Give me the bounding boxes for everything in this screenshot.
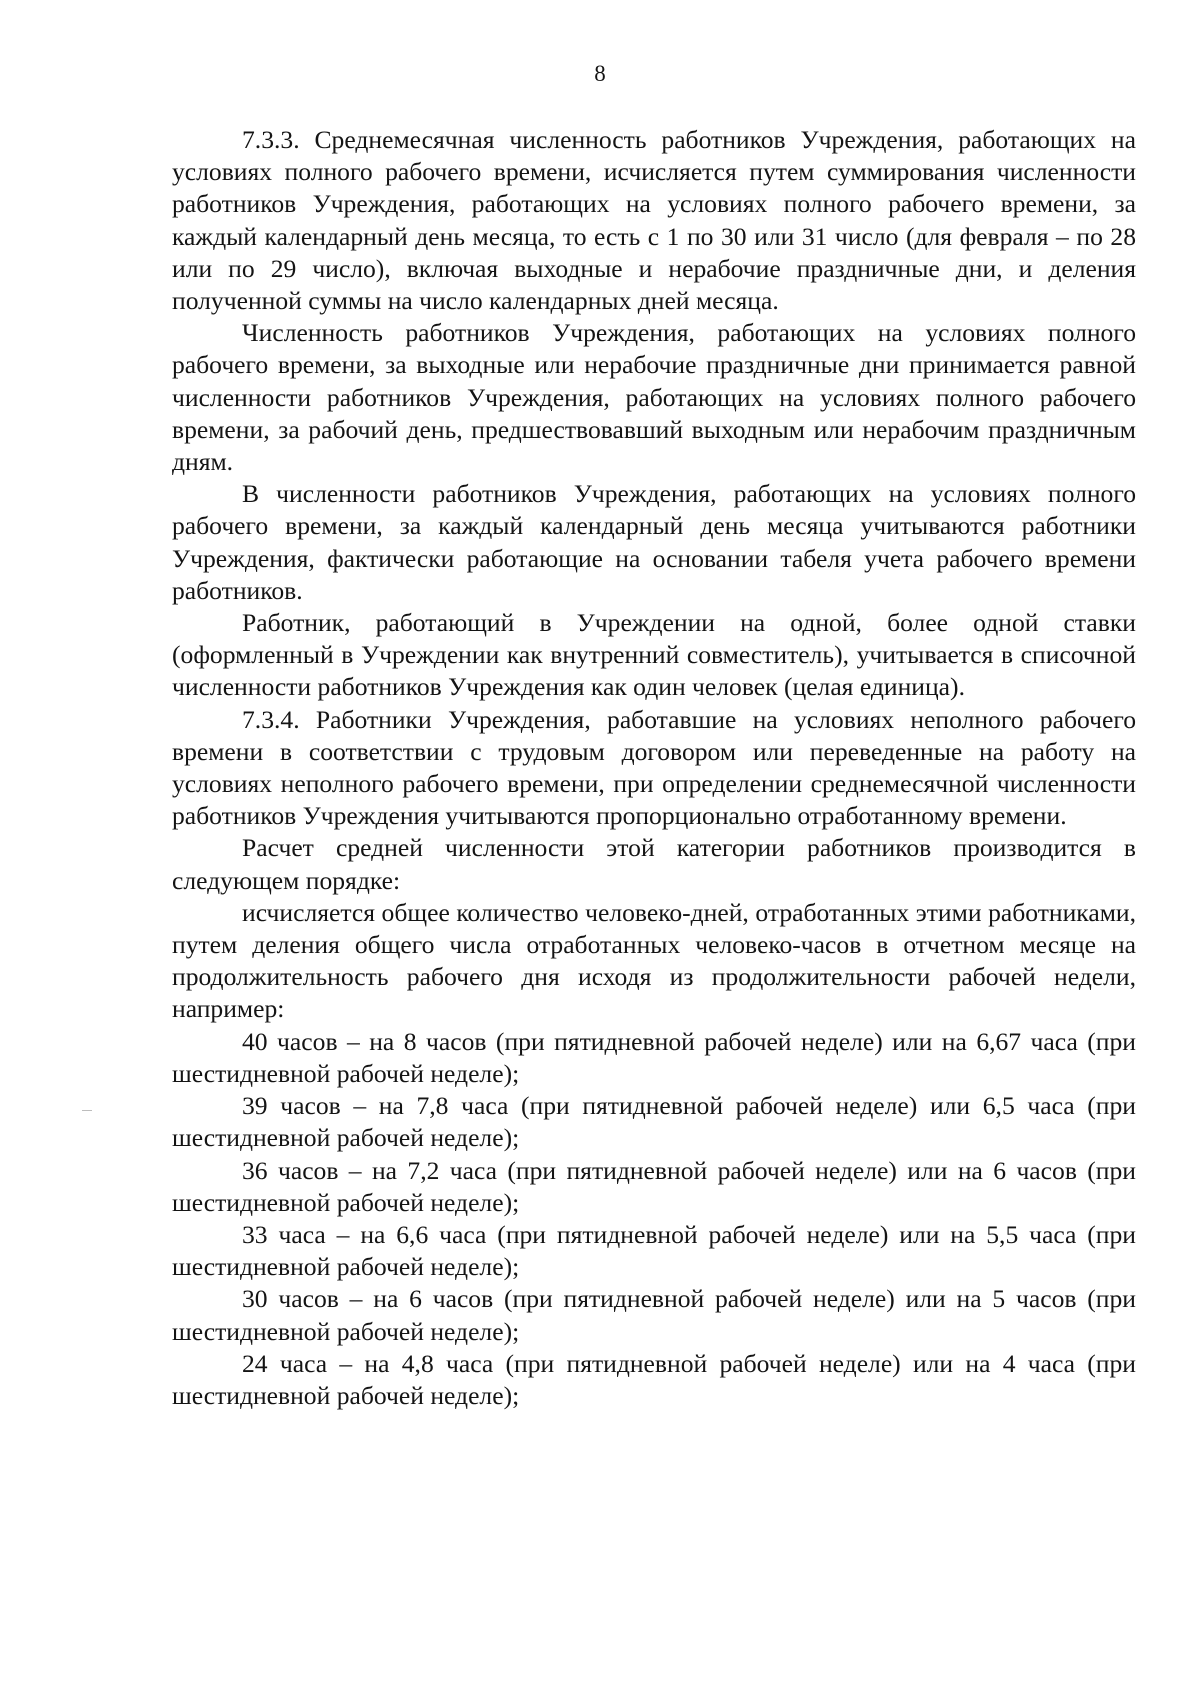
paragraph-person-days: исчисляется общее количество человеко-дней, отработанных этими работниками, путем деления общего числа отработанных человеко-часов в отчетном месяце на продолжительность рабочего дня исходя из продолжительности рабочей недели, например: (172, 897, 1136, 1024)
list-item-36-hours: 36 часов – на 7,2 часа (при пятидневной рабочей неделе) или на 6 часов (при шестидневной рабочей неделе); (172, 1155, 1136, 1217)
list-item-33-hours: 33 часа – на 6,6 часа (при пятидневной рабочей неделе) или на 5,5 часа (при шестидневной рабочей неделе); (172, 1219, 1136, 1282)
document-body (172, 124, 1136, 1412)
paragraph-internal-part-time: Работник, работающий в Учреждении на одной, более одной ставки (оформленный в Учреждении как внутренний совместитель), учитывается в списочной численности работников Учреждения как один человек (целая единица). (172, 608, 1136, 702)
list-item-39-hours: 39 часов – на 7,8 часа (при пятидневной рабочей неделе) или 6,5 часа (при шестидневной рабочей неделе); (172, 1091, 1136, 1153)
page-number: 8 (594, 61, 606, 86)
list-item-24-hours: 24 часа – на 4,8 часа (при пятидневной рабочей неделе) или на 4 часа (при шестидневной рабочей неделе); (172, 1348, 1136, 1410)
paragraph-daily-count: В численности работников Учреждения, работающих на условиях полного рабочего времени, за каждый календарный день месяца учитываются работники Учреждения, фактически работающие на основании табеля учета рабочего времени работников. (172, 479, 1136, 605)
list-item-30-hours: 30 часов – на 6 часов (при пятидневной рабочей неделе) или на 5 часов (при шестидневной рабочей неделе); (172, 1284, 1136, 1346)
paragraph-calculation-order: Расчет средней численности этой категории работников производится в следующем порядке: (172, 833, 1136, 895)
scan-margin-mark (82, 1110, 92, 1111)
paragraph-7-3-3: 7.3.3. Среднемесячная численность работников Учреждения, работающих на условиях полного рабочего времени, исчисляется путем суммирования численности работников Учреждения, работающих на условиях полного рабочего времени, за каждый календарный день месяца, то есть с 1 по 30 или 31 число (для февраля – по 28 или по 29 число), включая выходные и нерабочие праздничные дни, и деления полученной суммы на число календарных дней месяца. (172, 125, 1136, 316)
list-item-40-hours: 40 часов – на 8 часов (при пятидневной рабочей неделе) или на 6,67 часа (при шестидневной рабочей неделе); (172, 1026, 1136, 1088)
paragraph-7-3-4: 7.3.4. Работники Учреждения, работавшие на условиях неполного рабочего времени в соответствии с трудовым договором или переведенные на работу на условиях неполного рабочего времени, при определении среднемесячной численности работников Учреждения учитываются пропорционально отработанному времени. (172, 704, 1136, 831)
paragraph-weekend-count: Численность работников Учреждения, работающих на условиях полного рабочего времени, за выходные или нерабочие праздничные дни принимается равной численности работников Учреждения, работающих на условиях полного рабочего времени, за рабочий день, предшествовавший выходным или нерабочим праздничным дням. (172, 318, 1136, 477)
